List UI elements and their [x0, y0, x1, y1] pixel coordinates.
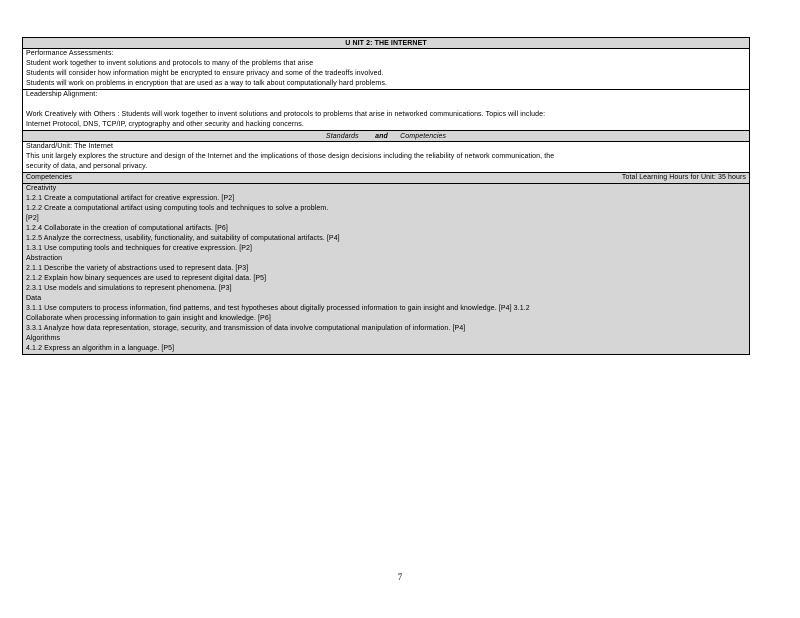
standard-unit-row: [23, 142, 749, 173]
competencies-heading: Competencies: [26, 174, 72, 181]
competency-item: [P2]: [26, 215, 39, 222]
competencies-header-row: [23, 173, 749, 184]
performance-line-3: Students will work on problems in encryption that are used as a way to talk about computationally hard problems.: [26, 80, 387, 87]
performance-assessments-row: [23, 49, 749, 90]
competency-item: 1.3.1 Use computing tools and techniques for creative expression. [P2]: [26, 245, 253, 252]
competency-item: 2.1.2 Explain how binary sequences are used to represent digital data. [P5]: [26, 275, 267, 282]
competency-item: 2.3.1 Use models and simulations to represent phenomena. [P3]: [26, 285, 232, 292]
page-number: 7: [397, 572, 403, 582]
competency-item: 1.2.5 Analyze the correctness, usability, functionality, and suitability of computational artifacts. [P4]: [26, 235, 340, 242]
competencies-list: [23, 184, 749, 354]
standard-unit-label: Standard/Unit: The Internet: [26, 143, 114, 150]
competency-item: 1.2.2 Create a computational artifact using computing tools and techniques to solve a problem.: [26, 205, 329, 212]
standards-header-row: [23, 131, 749, 142]
competency-item: 1.2.4 Collaborate in the creation of computational artifacts. [P6]: [26, 225, 228, 232]
competency-item: 4.1.2 Express an algorithm in a language. [P5]: [26, 345, 175, 352]
competency-item: 3.1.1 Use computers to process information, find patterns, and test hypotheses about digitally processed information to gain insight and knowledge. [P4] 3.1.2: [26, 305, 530, 312]
section-title-algorithms: Algorithms: [26, 335, 61, 342]
competency-item: Collaborate when processing information to gain insight and knowledge. [P6]: [26, 315, 271, 322]
leadership-alignment-row: [23, 90, 749, 131]
unit-table: [22, 37, 750, 355]
section-title-creativity: Creativity: [26, 185, 57, 192]
unit-title-row: [23, 38, 749, 49]
performance-label: Performance Assessments:: [26, 50, 114, 57]
competencies-label: Competencies: [400, 133, 447, 140]
leadership-label: Leadership Alignment:: [26, 91, 98, 98]
leadership-line-2: Internet Protocol, DNS, TCP/IP, cryptography and other security and hacking concerns.: [26, 121, 304, 128]
competency-item: 3.3.1 Analyze how data representation, storage, security, and transmission of data involve computational manipulation of information. [P4]: [26, 325, 466, 332]
total-learning-hours: Total Learning Hours for Unit: 35 hours: [621, 174, 746, 181]
standard-unit-line-1: This unit largely explores the structure and design of the Internet and the implications of those design decisions including the reliability of network communication, the: [26, 153, 555, 160]
section-title-data: Data: [26, 295, 42, 302]
standards-connector: and: [375, 133, 388, 140]
standard-unit-line-2: security of data, and personal privacy.: [26, 163, 148, 170]
leadership-line-1: Work Creatively with Others : Students will work together to invent solutions and protocols to problems that arise in networked communications. Topics will include:: [26, 111, 546, 118]
standards-label: Standards: [325, 133, 359, 140]
performance-line-2: Students will consider how information might be encrypted to ensure privacy and some of the tradeoffs involved.: [26, 70, 384, 77]
performance-line-1: Student work together to invent solutions and protocols to many of the problems that arise: [26, 60, 314, 67]
competency-item: 1.2.1 Create a computational artifact for creative expression. [P2]: [26, 195, 235, 202]
section-title-abstraction: Abstraction: [26, 255, 63, 262]
competency-item: 2.1.1 Describe the variety of abstractions used to represent data. [P3]: [26, 265, 249, 272]
unit-title: U NIT 2: THE INTERNET: [345, 40, 427, 47]
leadership-spacer: [26, 100, 746, 110]
